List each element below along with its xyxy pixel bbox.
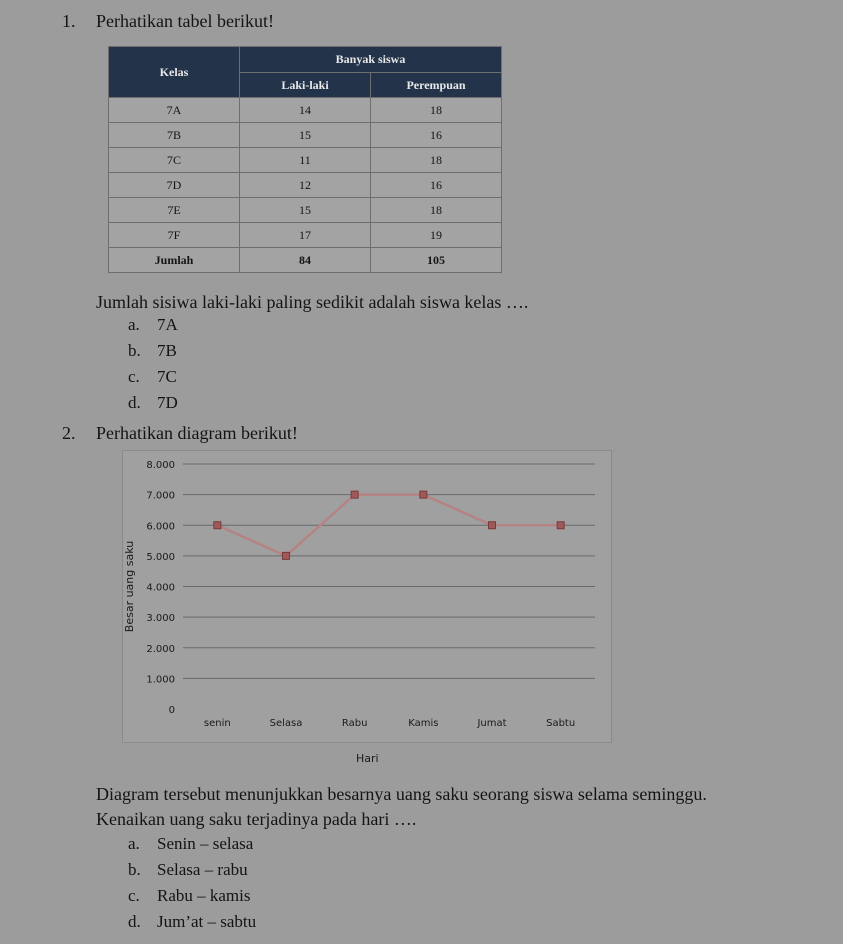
option-text: Rabu – kamis [157,886,251,905]
option-text: Selasa – rabu [157,860,248,879]
x-tick-label: senin [203,718,231,729]
cell-kelas: 7B [109,123,240,148]
cell-kelas: 7F [109,223,240,248]
option-letter: d. [128,393,141,412]
x-tick-label: Jumat [477,718,507,729]
option-letter: d. [128,912,141,931]
cell-laki: 14 [240,98,371,123]
option-text: Senin – selasa [157,834,254,853]
option-letter: b. [128,860,141,879]
header-kelas: Kelas [109,47,240,98]
cell-perempuan: 18 [371,198,502,223]
data-point [420,491,427,498]
option-text: 7B [157,341,177,360]
y-tick-label: 0 [168,705,175,716]
student-table [108,46,502,273]
y-tick-label: 5.000 [146,551,175,563]
option-text: 7D [157,393,178,412]
table-row [109,248,502,273]
cell-kelas: Jumlah [109,248,240,273]
table-row [109,173,502,198]
y-tick-label: 1.000 [146,674,175,686]
table-row [109,148,502,173]
q1-question: Jumlah sisiwa laki-laki paling sedikit adalah siswa kelas …. [96,292,529,312]
line-chart [122,450,612,743]
q1-prompt: Perhatikan tabel berikut! [96,11,274,31]
option-letter: c. [128,886,140,905]
data-point [214,522,221,529]
data-point [557,522,564,529]
q1-number: 1. [62,11,76,31]
cell-laki: 17 [240,223,371,248]
cell-kelas: 7D [109,173,240,198]
y-tick-label: 7.000 [146,490,175,502]
option-text: 7A [157,315,178,334]
cell-laki: 11 [240,148,371,173]
table-row [109,98,502,123]
y-tick-label: 4.000 [146,582,175,594]
table-row [109,198,502,223]
q2-number: 2. [62,423,76,443]
line-chart-svg [123,451,611,742]
chart-x-axis-label: Hari [356,752,379,765]
cell-kelas: 7C [109,148,240,173]
cell-perempuan: 16 [371,123,502,148]
cell-kelas: 7E [109,198,240,223]
option-letter: c. [128,367,140,386]
table-row [109,123,502,148]
x-tick-label: Selasa [269,718,303,729]
cell-laki: 84 [240,248,371,273]
y-tick-label: 2.000 [146,643,175,655]
y-tick-label: 3.000 [146,613,175,625]
option-letter: a. [128,315,140,334]
x-tick-label: Sabtu [546,718,576,729]
cell-perempuan: 18 [371,148,502,173]
q2-question-line1: Diagram tersebut menunjukkan besarnya uang saku seorang siswa selama seminggu. [96,784,707,804]
cell-perempuan: 105 [371,248,502,273]
data-point [351,491,358,498]
cell-laki: 15 [240,198,371,223]
data-point [489,522,496,529]
option-text: 7C [157,367,177,386]
option-text: Jum’at – sabtu [157,912,257,931]
header-banyak-siswa: Banyak siswa [240,47,502,73]
y-tick-label: 6.000 [146,521,175,533]
cell-laki: 15 [240,123,371,148]
cell-perempuan: 19 [371,223,502,248]
x-tick-label: Kamis [408,718,439,729]
data-point [283,552,290,559]
q2-question-line2: Kenaikan uang saku terjadinya pada hari …. [96,809,417,829]
option-letter: b. [128,341,141,360]
y-axis-label: Besar uang saku [123,540,136,633]
option-letter: a. [128,834,140,853]
cell-kelas: 7A [109,98,240,123]
x-tick-label: Rabu [341,718,368,729]
header-perempuan: Perempuan [371,73,502,98]
cell-perempuan: 18 [371,98,502,123]
header-laki-laki: Laki-laki [240,73,371,98]
table-row [109,223,502,248]
cell-laki: 12 [240,173,371,198]
cell-perempuan: 16 [371,173,502,198]
y-tick-label: 8.000 [146,460,175,471]
q2-prompt: Perhatikan diagram berikut! [96,423,298,443]
